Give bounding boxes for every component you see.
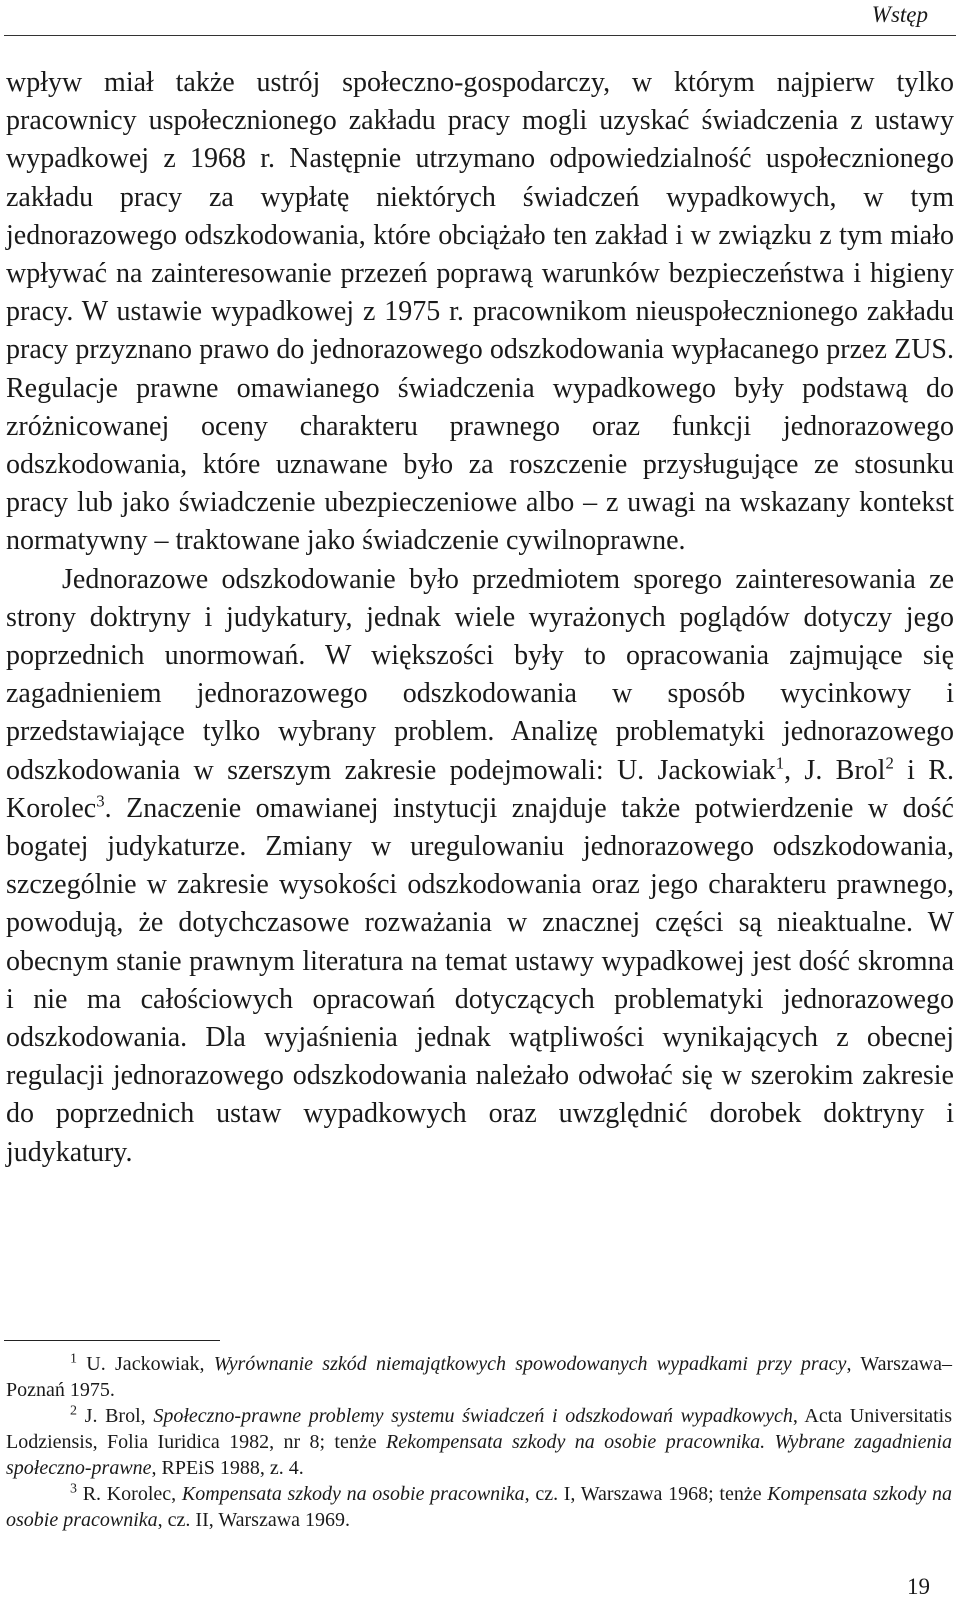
paragraph-2-text-c: i R. Korolec xyxy=(6,754,954,824)
footnote-author: U. Jackowiak, xyxy=(86,1353,205,1375)
footnote-title: Wyrównanie szkód niemajątkowych spowodowanych wypadkami przy pracy xyxy=(213,1353,847,1375)
footnote-title-2: Kompensata szkody na osobie pracownika xyxy=(6,1483,952,1531)
footnote-number: 3 xyxy=(70,1481,77,1497)
footnote-number: 1 xyxy=(70,1351,77,1367)
footnote-title-2: Rekompensata szkody na osobie pracownika. Wybrane zagadnienia społeczno-prawne xyxy=(6,1431,953,1479)
footnote-ref-2[interactable]: 2 xyxy=(885,753,894,773)
footnote-separator xyxy=(4,1340,220,1341)
footnotes xyxy=(6,1351,952,1533)
body-text xyxy=(6,64,954,1172)
running-head: Wstęp xyxy=(871,2,928,27)
paragraph-2 xyxy=(6,561,954,1172)
paragraph-2-text-a: Jednorazowe odszkodowanie było przedmiotem sporego zainteresowania ze strony doktryny i judykatury, jednak wiele wyrażonych poglądów dotyczy jego poprzednich unormowań. W większości były to opracowania zajmujące się zagadnieniem jednorazowego odszkodowania w sposób wycinkowy i przedstawiające tylko wybrany problem. Analizę problematyki jednorazowego odszkodowania w szerszym zakresie podejmowali: U. Jackowiak xyxy=(6,563,954,786)
page-number: 19 xyxy=(907,1574,930,1599)
footnote-number: 2 xyxy=(70,1403,77,1419)
footnote-author: R. Korolec, xyxy=(82,1483,177,1505)
footnote-title: Kompensata szkody na osobie pracownika xyxy=(181,1483,525,1505)
footnote-author: J. Brol, xyxy=(84,1405,146,1427)
footnote-details: , Acta Universitatis Lodziensis, Folia Iuridica 1982, nr 8; tenże xyxy=(6,1405,953,1453)
footnote-ref-1[interactable]: 1 xyxy=(775,753,785,773)
footnote-details: , Warszawa–Poznań 1975. xyxy=(6,1353,953,1401)
footnote-title: Społeczno-prawne problemy systemu świadczeń i odszkodowań wypadkowych xyxy=(153,1405,793,1427)
footnote-3 xyxy=(6,1481,952,1533)
footnote-1 xyxy=(6,1351,952,1403)
paragraph-1: wpływ miał także ustrój społeczno-gospodarczy, w którym najpierw tylko pracownicy uspołecznionego zakładu pracy mogli uzyskać świadczenia z ustawy wypadkowej z 1968 r. Następnie utrzymano odpowiedzialność uspołecznionego zakładu pracy za wypłatę niektórych świadczeń wypadkowych, w tym jednorazowego odszkodowania, które obciążało ten zakład i w związku z tym miało wpływać na zainteresowanie przezeń poprawą warunków bezpieczeństwa i higieny pracy. W ustawie wypadkowej z 1975 r. pracownikom nieuspołecznionego zakładu pracy przyznano prawo do jednorazowego odszkodowania wypłacanego przez ZUS. Regulacje prawne omawianego świadczenia wypadkowego były podstawą do zróżnicowanej oceny charakteru prawnego oraz funkcji jednorazowego odszkodowania, które uznawane było za roszczenie przysługujące ze stosunku pracy lub jako świadczenie ubezpieczeniowe albo – z uwagi na wskazany kontekst normatywny – traktowane jako świadczenie cywilnoprawne. xyxy=(6,67,954,557)
footnote-details-2: , cz. II, Warszawa 1969. xyxy=(157,1509,351,1531)
paragraph-2-text-b: , J. Brol xyxy=(784,754,886,786)
footnote-details-2: , RPEiS 1988, z. 4. xyxy=(151,1457,304,1479)
footnote-2 xyxy=(6,1403,952,1481)
footnote-details: , cz. I, Warszawa 1968; tenże xyxy=(524,1483,762,1505)
paragraph-2-text-d: . Znaczenie omawianej instytucji znajduje także potwierdzenie w dość bogatej judykaturze. Zmiany w uregulowaniu jednorazowego odszkodowania, szczególnie w zakresie wysokości odszkodowania oraz jego charakteru prawnego, powodują, że dotychczasowe rozważania w znacznej części są nieaktualne. W obecnym stanie prawnym literatura na temat ustawy wypadkowej jest dość skromna i nie ma całościowych opracowań dotyczących problematyki jednorazowego odszkodowania. Dla wyjaśnienia jednak wątpliwości wynikających z obecnej regulacji jednorazowego odszkodowania należało odwołać się w szerokim zakresie do poprzednich ustaw wypadkowych oraz uwzględnić dorobek doktryny i judykatury. xyxy=(6,792,954,1168)
header-rule xyxy=(4,35,956,36)
footnote-ref-3[interactable]: 3 xyxy=(96,791,105,811)
